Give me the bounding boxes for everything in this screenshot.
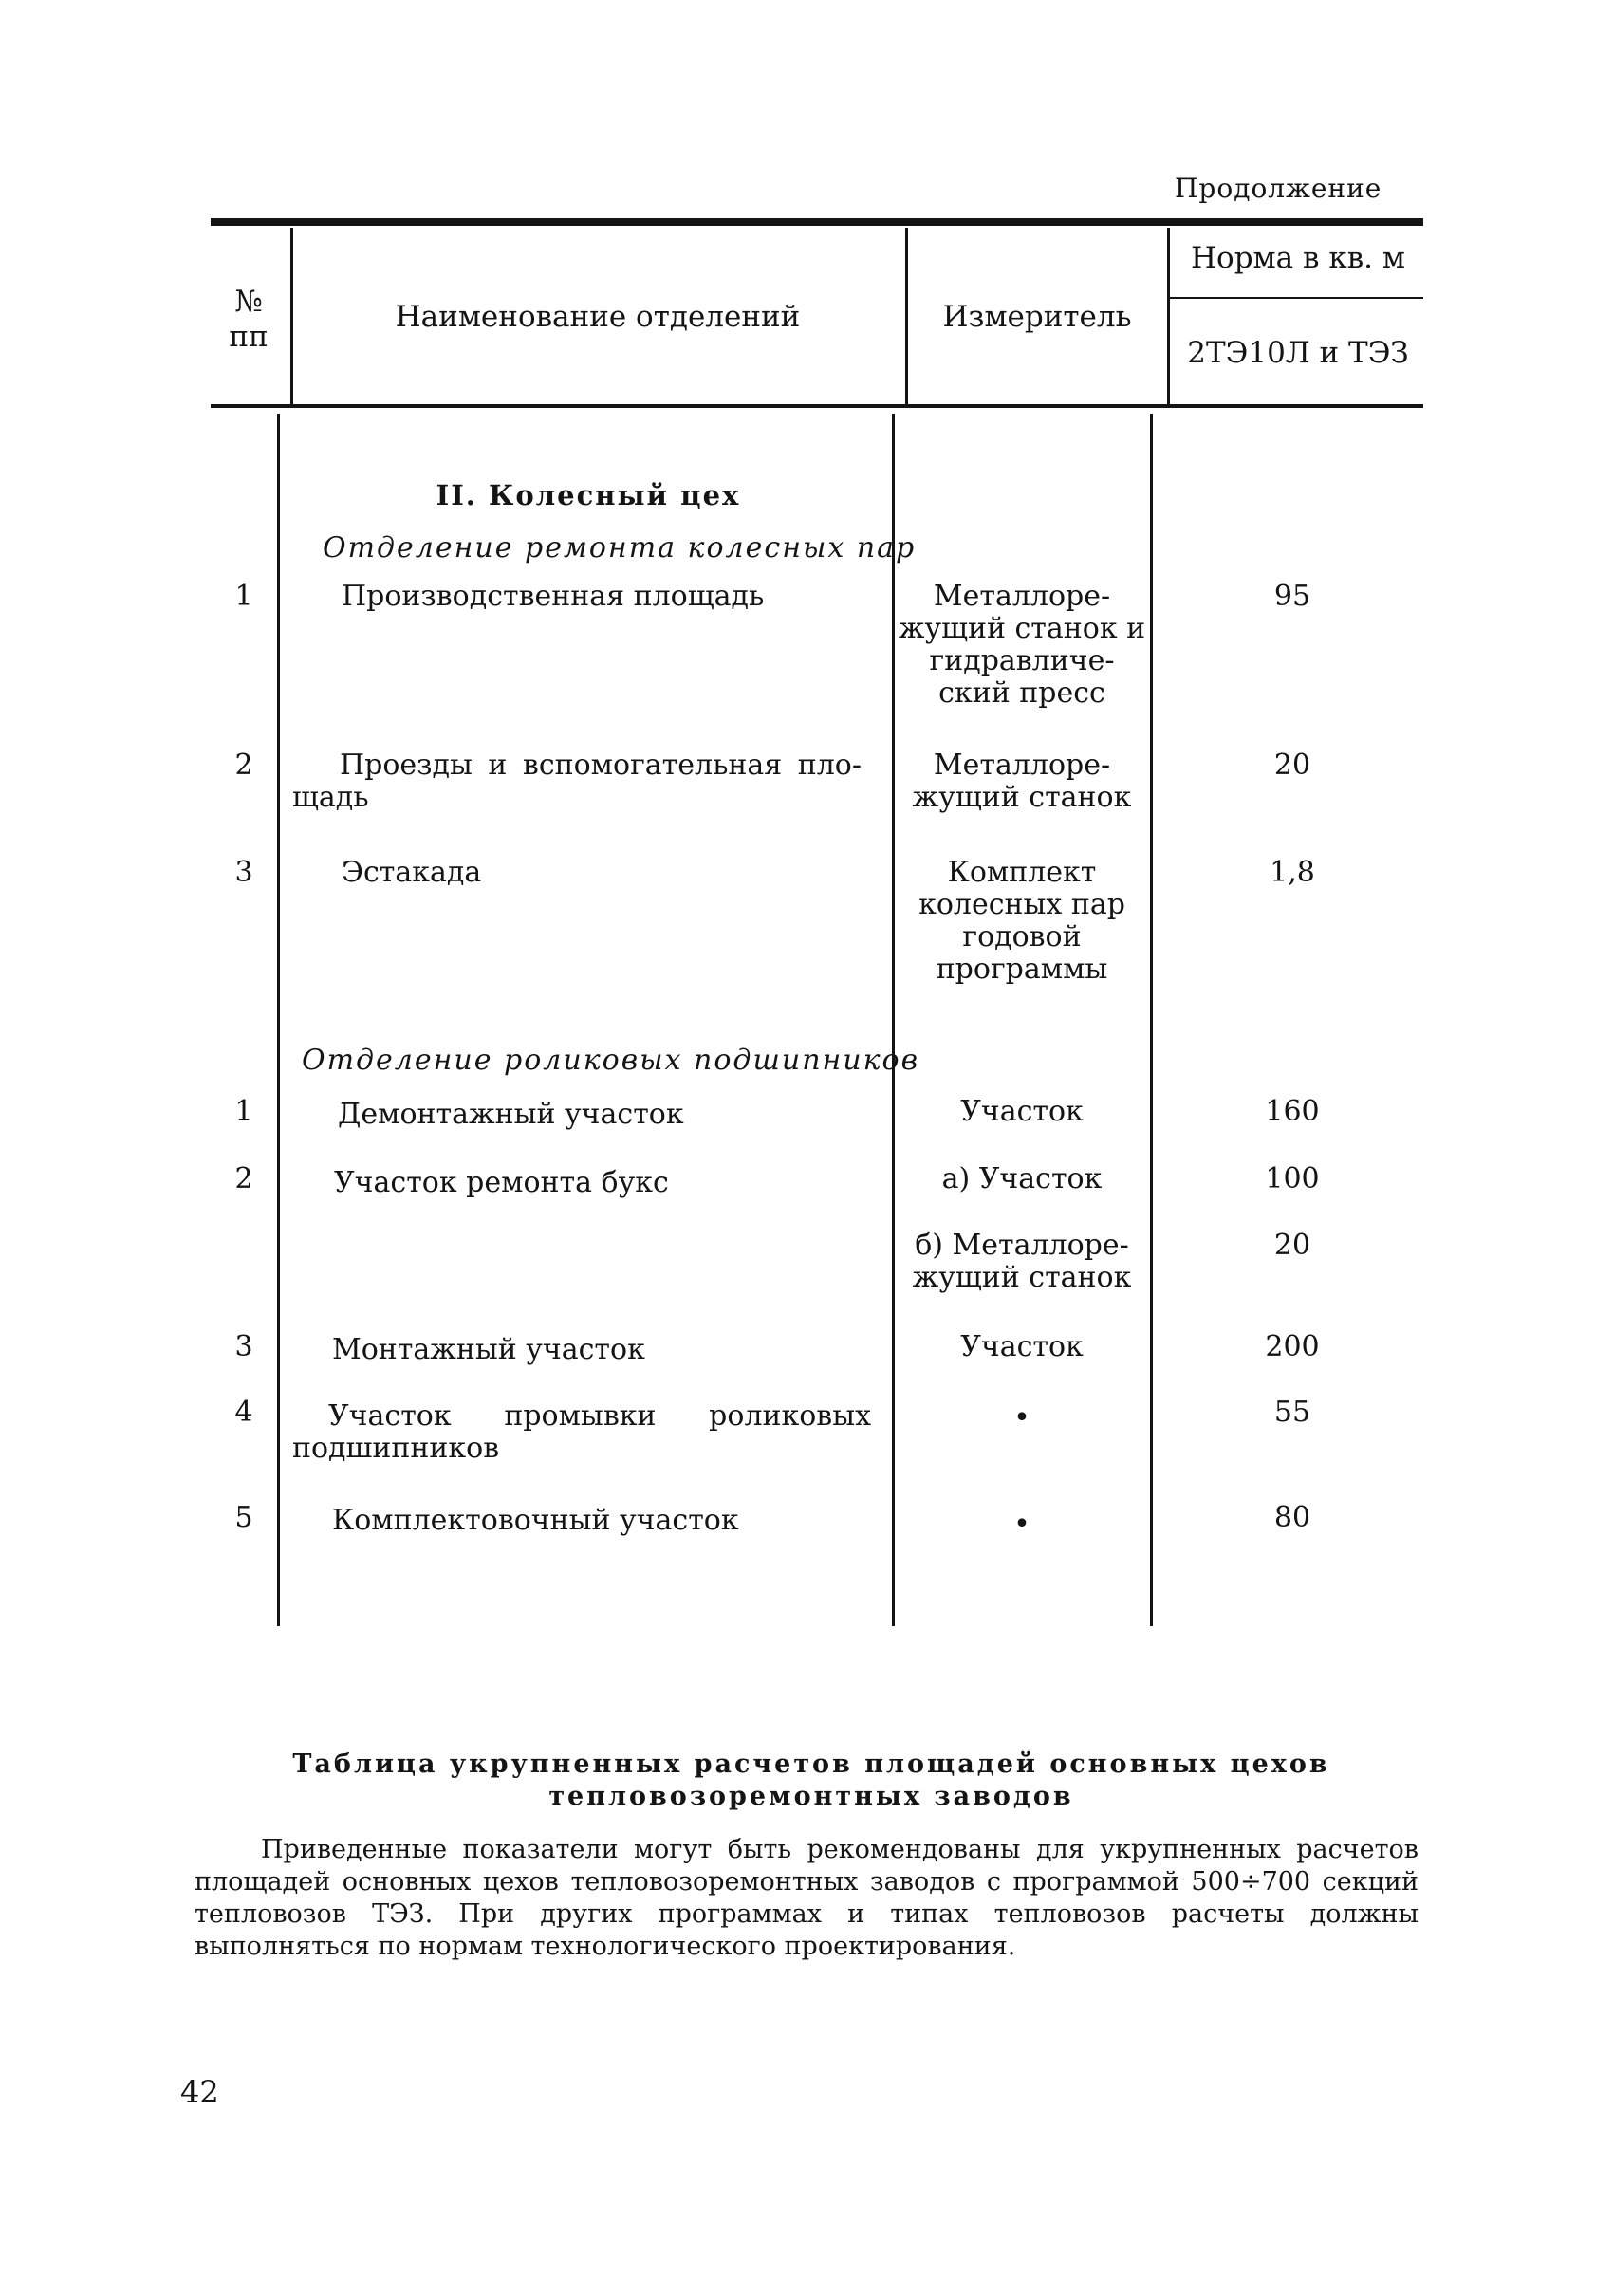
row-measure: б) Металлоре-жущий станок <box>912 1229 1132 1294</box>
header-number: № пп <box>229 285 269 355</box>
row-name: Проезды и вспомогательная пло-щадь <box>292 749 862 814</box>
column-divider <box>1167 228 1170 404</box>
header-norm: Норма в кв. м <box>1191 241 1405 275</box>
row-value: 100 <box>1265 1162 1320 1195</box>
caption-line: Таблица укрупненных расчетов площадей основных цехов <box>292 1750 1330 1779</box>
row-name: Производственная площадь <box>342 580 765 613</box>
row-name: Участок ремонта букс <box>334 1166 669 1199</box>
row-measure: Комплект колесных пар годовой программы <box>918 856 1125 986</box>
row-measure: а) Участок <box>941 1162 1103 1195</box>
row-measure: Металлоре-жущий станок и гидравличе-ский пресс <box>898 580 1146 710</box>
row-measure: Участок <box>960 1330 1084 1363</box>
row-value: 160 <box>1265 1095 1320 1128</box>
row-number: 2 <box>234 749 253 782</box>
department-title: Отделение роликовых подшипников <box>302 1044 920 1077</box>
column-divider <box>905 228 908 404</box>
row-value: 95 <box>1273 580 1311 613</box>
row-number: 5 <box>234 1501 253 1534</box>
row-value: 80 <box>1273 1501 1311 1534</box>
row-measure: • <box>1013 1401 1030 1435</box>
row-name: Эстакада <box>342 856 482 889</box>
row-value: 20 <box>1273 1229 1311 1262</box>
body-paragraph: Приведенные показатели могут быть рекомендованы для укрупненных расчетов площадей основных цехов тепловозоремонтных заводов с программой 500÷700 секций тепловозов ТЭЗ. При других программах и типах тепловозов расчеты должны выполняться по нормам технологического проектирования. <box>195 1835 1419 1961</box>
row-name: Участок промывки роликовых подшипников <box>292 1399 871 1465</box>
caption-line: тепловозоремонтных заводов <box>548 1782 1074 1811</box>
section-title: II. Колесный цех <box>436 479 741 511</box>
column-divider <box>277 414 280 1626</box>
row-number: 4 <box>234 1396 253 1429</box>
column-divider <box>290 228 293 404</box>
row-name: Комплектовочный участок <box>332 1504 739 1537</box>
header-measure: Измеритель <box>942 300 1132 334</box>
row-value: 200 <box>1265 1330 1320 1363</box>
header-department-name: Наименование отделений <box>395 300 801 334</box>
row-value: 20 <box>1273 749 1311 782</box>
row-number: 1 <box>234 580 253 613</box>
row-number: 3 <box>234 856 253 889</box>
row-measure: • <box>1013 1508 1030 1541</box>
row-name: Монтажный участок <box>332 1333 645 1366</box>
page-number: 42 <box>180 2074 219 2110</box>
column-divider <box>1150 414 1153 1626</box>
row-value: 1,8 <box>1270 856 1315 889</box>
row-value: 55 <box>1273 1396 1311 1429</box>
continuation-label: Продолжение <box>1175 173 1382 204</box>
row-number: 3 <box>234 1330 253 1363</box>
department-title: Отделение ремонта колесных пар <box>323 531 917 565</box>
row-measure: Участок <box>960 1095 1084 1128</box>
header-sub-rule <box>1170 297 1423 299</box>
table-top-rule <box>211 218 1423 226</box>
row-number: 1 <box>234 1095 253 1128</box>
header-bottom-rule <box>211 404 1423 408</box>
row-name: Демонтажный участок <box>338 1098 684 1131</box>
row-number: 2 <box>234 1162 253 1195</box>
header-locomotive-type: 2ТЭ10Л и ТЭЗ <box>1187 336 1409 370</box>
row-measure: Металлоре-жущий станок <box>912 749 1132 814</box>
